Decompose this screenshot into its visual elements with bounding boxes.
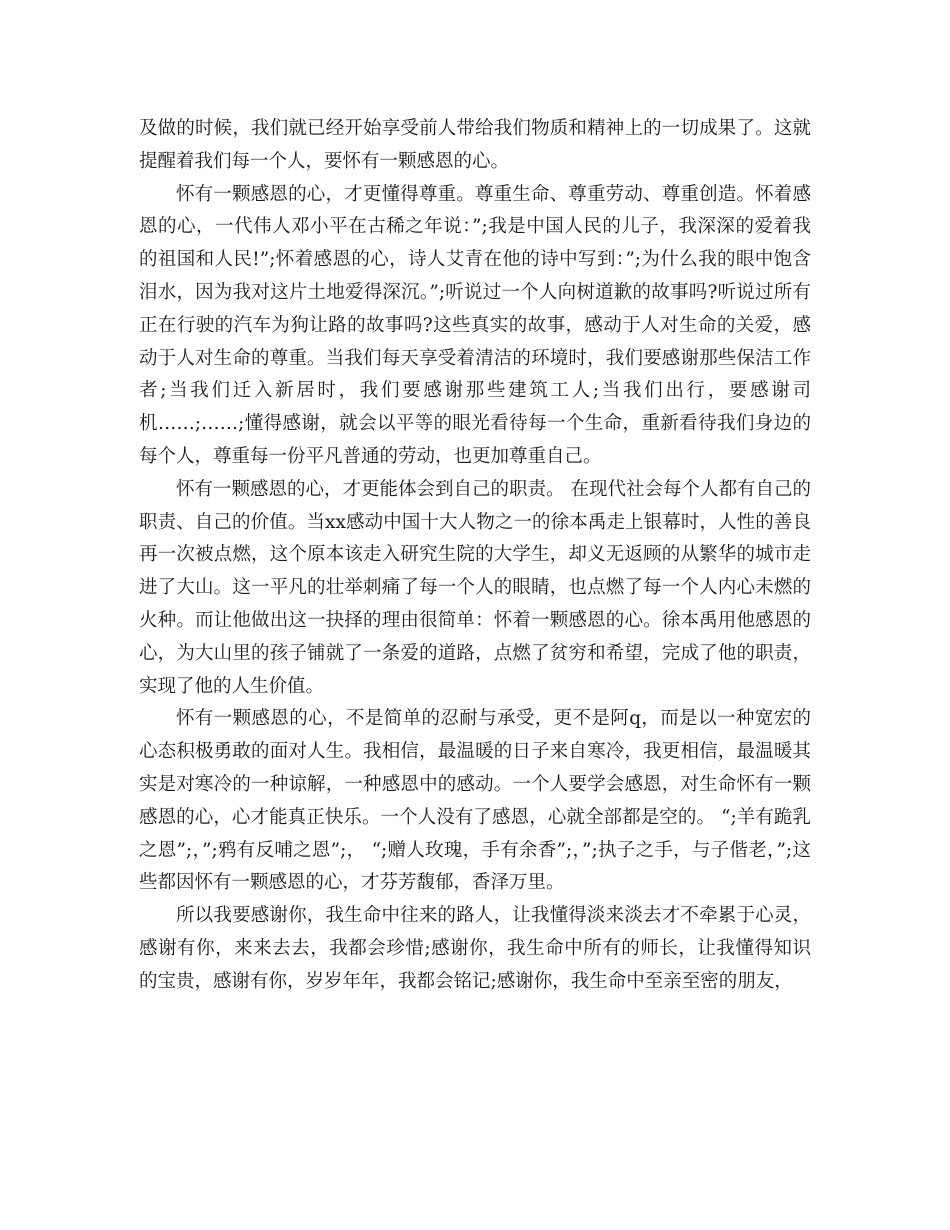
paragraph-attitude: 怀有一颗感恩的心，不是简单的忍耐与承受，更不是阿q，而是以一种宽宏的心态积极勇敢的面对人生。我相信，最温暖的日子来自寒冷，我更相信，最温暖其实是对寒冷的一种谅解，一种感恩中的感动。一个人要学会感恩，对生命怀有一颗感恩的心，心才能真正快乐。一个人没有了感恩，心就全部都是空的。 “;羊有跪乳之恩”;，”;鸦有反哺之恩”;， “;赠人玫瑰，手有余香”;，”;执子之手，与子偕老，”;这些都因怀有一颗感恩的心，才芬芳馥郁，香泽万里。 <box>139 708 811 894</box>
paragraph-responsibility: 怀有一颗感恩的心，才更能体会到自己的职责。 在现代社会每个人都有自己的职责、自己的价值。当xx感动中国十大人物之一的徐本禹走上银幕时，人性的善良再一次被点燃，这个原本该走入研究生院的大学生，却义无返顾的从繁华的城市走进了大山。这一平凡的壮举刺痛了每一个人的眼睛，也点燃了每一个人内心未燃的火种。而让他做出这一抉择的理由很简单：怀着一颗感恩的心。徐本禹用他感恩的心，为大山里的孩子铺就了一条爱的道路，点燃了贫穷和希望，完成了他的职责，实现了他的人生价值。 <box>139 478 811 697</box>
paragraph-continued: 及做的时候，我们就已经开始享受前人带给我们物质和精神上的一切成果了。这就提醒着我们每一个人，要怀有一颗感恩的心。 <box>139 118 811 172</box>
document-body <box>139 113 811 999</box>
paragraph-respect: 怀有一颗感恩的心，才更懂得尊重。尊重生命、尊重劳动、尊重创造。怀着感恩的心，一代伟人邓小平在古稀之年说：”;我是中国人民的儿子，我深深的爱着我的祖国和人民!”;怀着感恩的心，诗人艾青在他的诗中写到：”;为什么我的眼中饱含泪水，因为我对这片土地爱得深沉。”;听说过一个人向树道歉的故事吗?听说过所有正在行驶的汽车为狗让路的故事吗?这些真实的故事，感动于人对生命的关爱，感动于人对生命的尊重。当我们每天享受着清洁的环境时，我们要感谢那些保洁工作者;当我们迁入新居时，我们要感谢那些建筑工人;当我们出行，要感谢司机……;……;懂得感谢，就会以平等的眼光看待每一个生命，重新看待我们身边的每个人，尊重每一份平凡普通的劳动，也更加尊重自己。 <box>139 183 811 467</box>
paragraph-thanks: 所以我要感谢你，我生命中往来的路人，让我懂得淡来淡去才不牵累于心灵，感谢有你，来来去去，我都会珍惜;感谢你，我生命中所有的师长，让我懂得知识的宝贵，感谢有你，岁岁年年，我都会铭记;感谢你，我生命中至亲至密的朋友， <box>139 905 811 992</box>
